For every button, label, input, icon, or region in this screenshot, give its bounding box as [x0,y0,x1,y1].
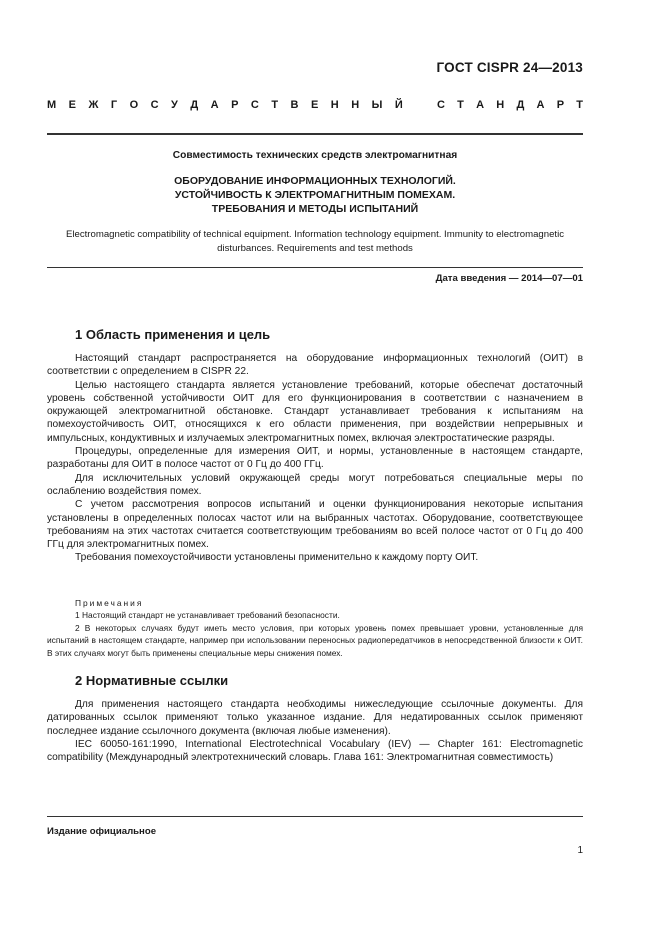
type-letter: О [129,99,139,111]
type-letter: Д [516,99,525,111]
type-letter: Т [271,99,279,111]
edition-label: Издание официальное [47,826,157,837]
type-letter: М [47,99,57,111]
english-title-line: disturbances. Requirements and test methods [217,242,413,254]
type-letter: Ы [371,99,383,111]
standard-type-word-standard [437,99,583,111]
title-divider [47,267,583,268]
paragraph: Для исключительных условий окружающей среды могут потребоваться специальные меры по ослаблению воздействия помех. [47,472,583,497]
type-letter: Г [110,99,118,111]
notes-heading: Примечания [75,598,144,608]
type-letter: Й [394,99,403,111]
section-1-heading: 1 Область применения и цель [75,327,271,342]
type-letter: Ж [88,99,99,111]
type-letter: Н [330,99,339,111]
paragraph: Требования помехоустойчивости установлены применительно к каждому порту ОИТ. [75,552,479,564]
type-letter: Д [190,99,199,111]
section-1-body [47,352,583,565]
page-number: 1 [577,845,583,856]
type-letter: В [290,99,299,111]
type-letter: Р [556,99,565,111]
english-title-line: Electromagnetic compatibility of technical equipment. Information technology equipment. Immunity to electromagnetic [65,229,565,240]
notes-block [47,597,583,659]
russian-title-line: ТРЕБОВАНИЯ И МЕТОДЫ ИСПЫТАНИЙ [211,202,419,215]
subject-line: Совместимость технических средств электромагнитная [172,150,458,161]
paragraph: Целью настоящего стандарта является установление требований, которые обеспечат достаточный уровень собственной устойчивости ОИТ для его функционирования в соответствии с назначением в окружающей электромагнитной обстановке. Стандарт устанавливает требования к испытаниям на помехоустойчивость ОИТ, относящихся к его области применения, при воздействии непрерывных и импульсных, кондуктивных и излучаемых электромагнитных помех, включая электростатические разряды. [47,379,583,444]
english-title [47,228,583,255]
russian-title [47,175,583,216]
type-letter: Е [310,99,319,111]
header-divider [47,133,583,135]
type-letter: Р [231,99,239,111]
section-2-heading: 2 Нормативные ссылки [75,673,229,688]
type-letter: А [536,99,545,111]
paragraph: Настоящий стандарт распространяется на оборудование информационных технологий (ОИТ) в соответствии с определением в CISPR 22. [47,353,583,378]
type-letter: Т [457,99,464,111]
type-letter: Н [496,99,505,111]
footer-divider [47,816,583,817]
type-letter: С [250,99,259,111]
standard-type-banner [47,99,583,111]
note-item: 1 Настоящий стандарт не устанавливает требований безопасности. [75,610,340,621]
paragraph: IEC 60050-161:1990, International Electrotechnical Vocabulary (IEV) — Chapter 161: Electromagnetic compatibility (Международный электротехнический словарь. Глава 161: Электромагнитная совместимость) [47,738,583,764]
type-letter: Н [351,99,360,111]
standard-type-word-interstate [47,99,403,111]
document-code: ГОСТ CISPR 24—2013 [436,60,583,75]
type-letter: А [476,99,485,111]
type-letter: С [150,99,159,111]
note-item: 2 В некоторых случаях будут иметь место условия, при которых уровень помех превышает уровни, установленные для испытаний в настоящем стандарте, например при использовании переносных радиопередатчиков в непосредственной близости к ОИТ. В этих случаях могут быть применены специальные меры снижения помех. [47,622,583,658]
introduction-date: Дата введения — 2014—07—01 [435,273,583,284]
type-letter: Т [576,99,583,111]
paragraph: Процедуры, определенные для измерения ОИТ, и нормы, установленные в настоящем стандарте, разработаны для ОИТ в полосе частот от 0 Гц до 400 ГГц. [47,446,583,471]
paragraph: Для применения настоящего стандарта необходимы нижеследующие ссылочные документы. Для датированных ссылок применяют только указанное издание. Для недатированных ссылок применяют последнее издание ссылочного документа (включая любые изменения). [47,699,583,737]
russian-title-line: УСТОЙЧИВОСТЬ К ЭЛЕКТРОМАГНИТНЫМ ПОМЕХАМ. [174,188,456,201]
type-letter: Е [68,99,76,111]
type-letter: А [210,99,219,111]
paragraph: С учетом рассмотрения вопросов испытаний и оценки функционирования некоторые испытания установлены в определенных полосах частот или на выбранных частотах. Оборудование, соответствующее требованиям на этих частотах считается соответствующим требованиям во всей полосе частот от 0 Гц до 400 ГГц для электромагнитных помех. [47,499,583,551]
section-2-body [47,698,583,764]
type-letter: С [437,99,445,111]
type-letter: У [171,99,178,111]
russian-title-line: ОБОРУДОВАНИЕ ИНФОРМАЦИОННЫХ ТЕХНОЛОГИЙ. [174,175,456,187]
